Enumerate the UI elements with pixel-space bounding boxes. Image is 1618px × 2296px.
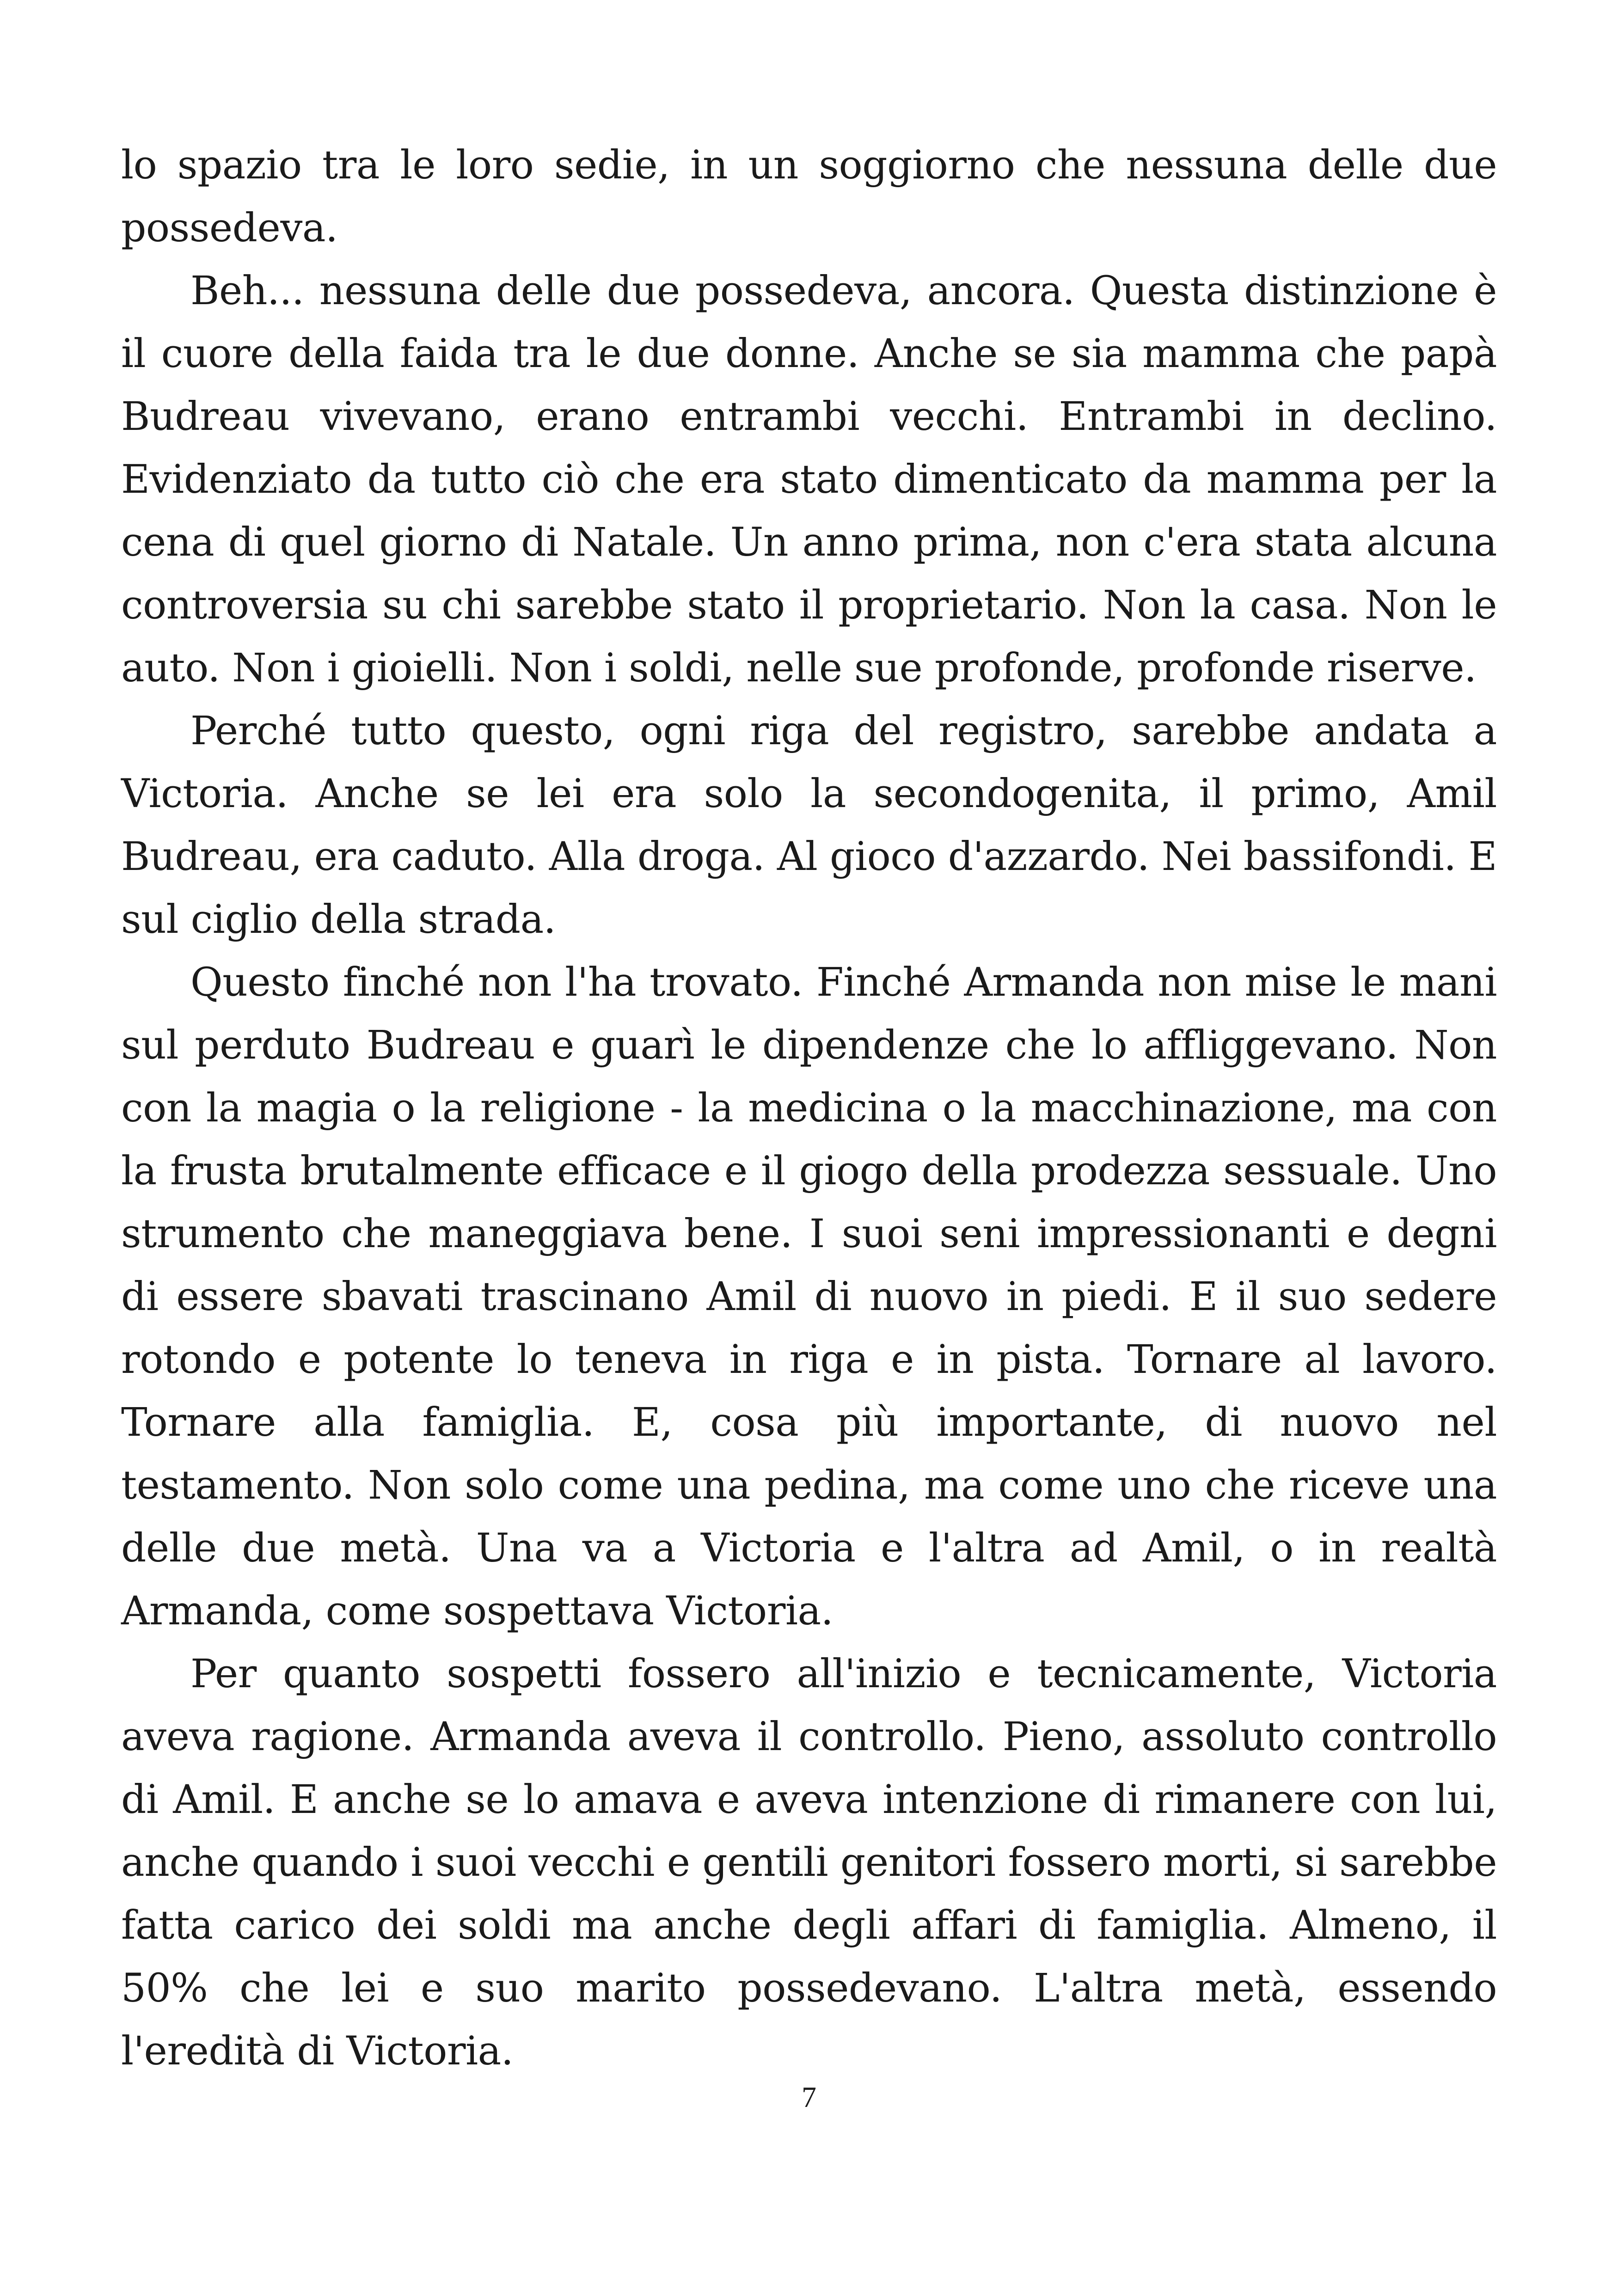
page-body [121,134,1497,2083]
paragraph-4: Questo finché non l'ha trovato. Finché Armanda non mise le mani sul perduto Budreau e guarì le dipendenze che lo affliggevano. Non con la magia o la religione - la medicina o la macchinazione, ma con la frusta brutalmente efficace e il giogo della prodezza sessuale. Uno strumento che maneggiava bene. I suoi seni impressionanti e degni di essere sbavati trascinano Amil di nuovo in piedi. E il suo sedere rotondo e potente lo teneva in riga e in pista. Tornare al lavoro. Tornare alla famiglia. E, cosa più importante, di nuovo nel testamento. Non solo come una pedina, ma come uno che riceve una delle due metà. Una va a Victoria e l'altra ad Amil, o in realtà Armanda, come sospettava Victoria. [121,960,1497,1634]
paragraph-3: Perché tutto questo, ogni riga del registro, sarebbe andata a Victoria. Anche se lei era solo la secondogenita, il primo, Amil Budreau, era caduto. Alla droga. Al gioco d'azzardo. Nei bassifondi. E sul ciglio della strada. [121,708,1497,943]
page-number: 7 [802,2081,816,2113]
paragraph-2: Beh... nessuna delle due possedeva, ancora. Questa distinzione è il cuore della faida tra le due donne. Anche se sia mamma che papà Budreau vivevano, erano entrambi vecchi. Entrambi in declino. Evidenziato da tutto ciò che era stato dimenticato da mamma per la cena di quel giorno di Natale. Un anno prima, non c'era stata alcuna controversia su chi sarebbe stato il proprietario. Non la casa. Non le auto. Non i gioielli. Non i soldi, nelle sue profonde, profonde riserve. [121,268,1497,691]
paragraph-5: Per quanto sospetti fossero all'inizio e tecnicamente, Victoria aveva ragione. Armanda aveva il controllo. Pieno, assoluto controllo di Amil. E anche se lo amava e aveva intenzione di rimanere con lui, anche quando i suoi vecchi e gentili genitori fossero morti, si sarebbe fatta carico dei soldi ma anche degli affari di famiglia. Almeno, il 50% che lei e suo marito possedevano. L'altra metà, essendo l'eredità di Victoria. [121,1651,1497,2074]
paragraph-1: lo spazio tra le loro sedie, in un soggiorno che nessuna delle due possedeva. [121,142,1497,251]
